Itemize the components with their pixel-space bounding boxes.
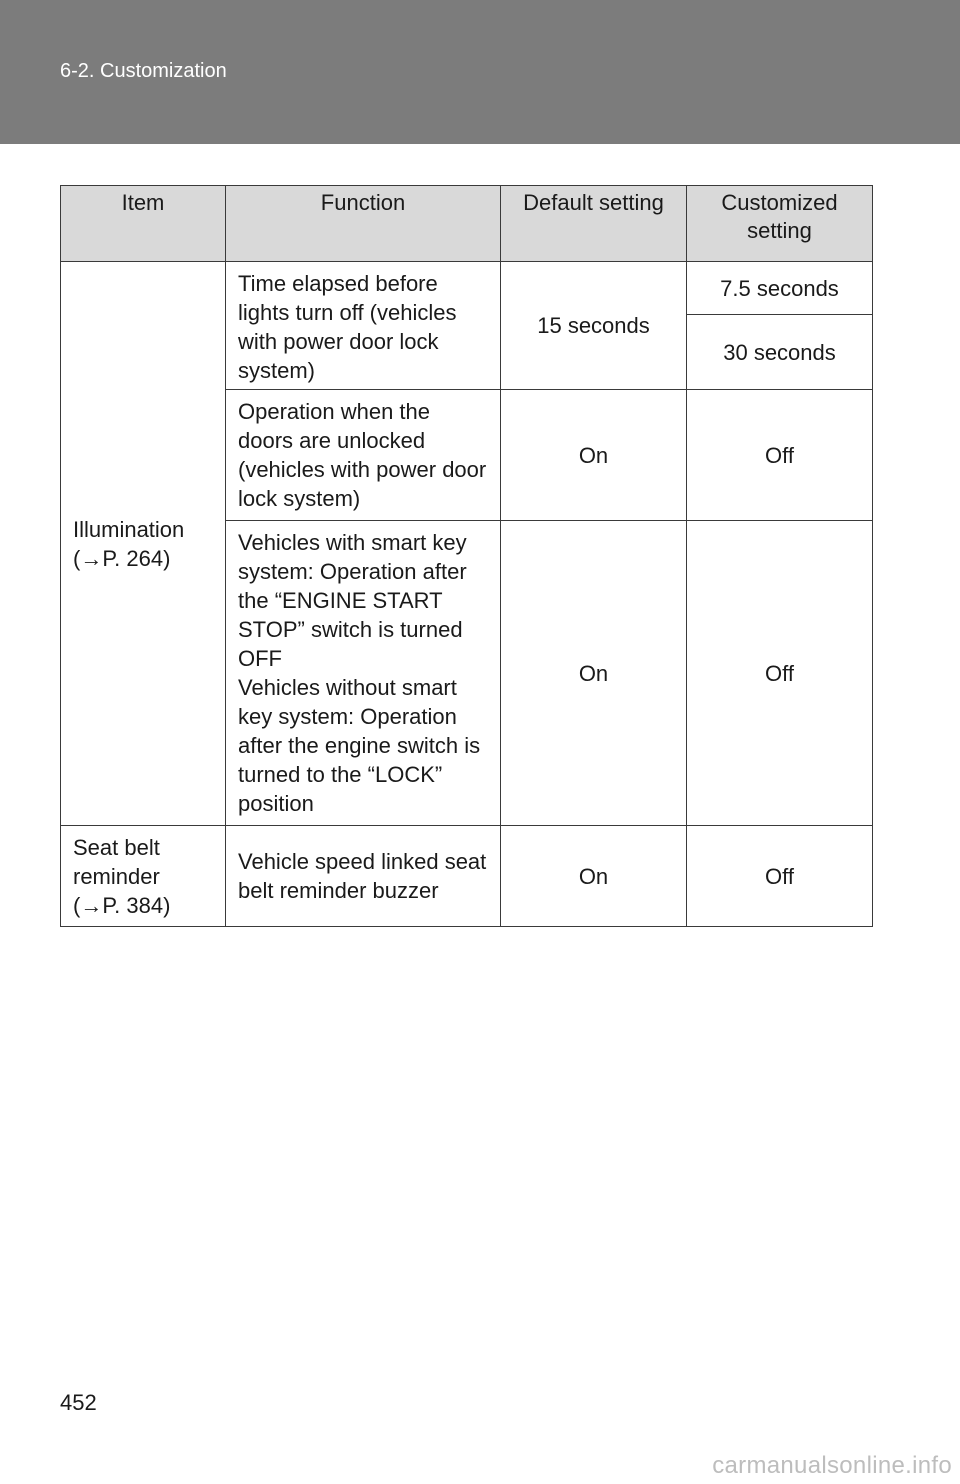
section-title: 6-2. Customization: [60, 60, 227, 82]
table-row: [61, 826, 873, 927]
custom-cell: Off: [687, 521, 873, 826]
column-header-default: Default setting: [501, 186, 687, 262]
table-header-row: [61, 186, 873, 262]
table-row: [61, 262, 873, 315]
default-cell: On: [501, 390, 687, 521]
function-cell: Vehicles with smart key system: Operation after the “ENGINE START STOP” switch is turned OFF Vehicles without smart key system: Operation after the engine switch is turned to the “LOCK” position: [226, 521, 501, 826]
default-cell: On: [501, 521, 687, 826]
custom-cell: 30 seconds: [687, 315, 873, 390]
default-cell: 15 seconds: [501, 262, 687, 390]
default-cell: On: [501, 826, 687, 927]
customization-table: [60, 185, 873, 927]
function-cell: Time elapsed before lights turn off (vehicles with power door lock system): [226, 262, 501, 390]
column-header-customized: Customized setting: [687, 186, 873, 262]
custom-cell: Off: [687, 390, 873, 521]
page-header: [0, 0, 960, 144]
custom-cell: 7.5 seconds: [687, 262, 873, 315]
column-header-function: Function: [226, 186, 501, 262]
column-header-item: Item: [61, 186, 226, 262]
item-cell-illumination: Illumination (→P. 264): [61, 262, 226, 826]
page-number: 452: [60, 1390, 97, 1415]
function-cell: Vehicle speed linked seat belt reminder buzzer: [226, 826, 501, 927]
function-cell: Operation when the doors are unlocked (vehicles with power door lock system): [226, 390, 501, 521]
watermark: carmanualsonline.info: [712, 1452, 952, 1479]
custom-cell: Off: [687, 826, 873, 927]
item-cell-seatbelt: Seat belt reminder (→P. 384): [61, 826, 226, 927]
